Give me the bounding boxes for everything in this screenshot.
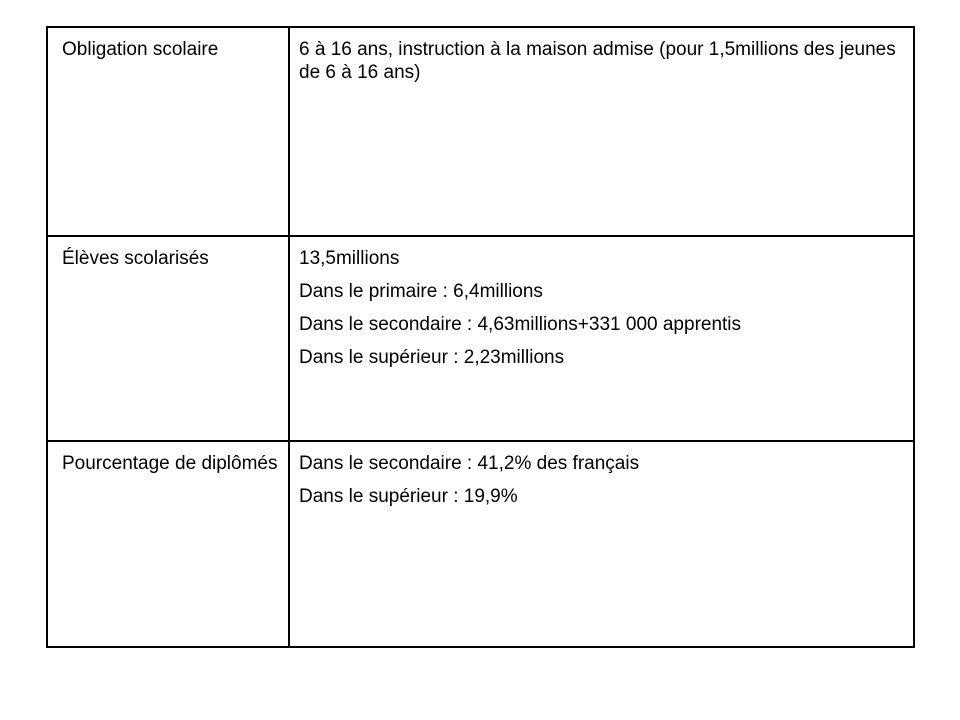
row-value-cell (289, 441, 914, 647)
row-label-compulsory-schooling: Obligation scolaire (62, 39, 219, 60)
row-label-cell (47, 441, 289, 647)
compulsory-schooling-text: 6 à 16 ans, instruction à la maison admise (pour 1,5millions des jeunes de 6 à 16 ans) (299, 39, 896, 83)
graduates-secondary: Dans le secondaire : 41,2% des français (299, 453, 640, 474)
table-row-compulsory-schooling (47, 27, 914, 236)
row-value-cell (289, 27, 914, 236)
graduates-higher: Dans le supérieur : 19,9% (299, 486, 518, 507)
enrolled-total: 13,5millions (299, 248, 400, 269)
row-label-graduates-percentage: Pourcentage de diplômés (62, 453, 278, 474)
enrolled-higher: Dans le supérieur : 2,23millions (299, 347, 565, 368)
row-label-enrolled-students: Élèves scolarisés (62, 248, 209, 269)
education-stats-table (46, 26, 915, 648)
row-label-cell (47, 236, 289, 441)
enrolled-primary: Dans le primaire : 6,4millions (299, 281, 543, 302)
row-label-cell (47, 27, 289, 236)
row-value-cell (289, 236, 914, 441)
table-row-enrolled-students (47, 236, 914, 441)
enrolled-secondary: Dans le secondaire : 4,63millions+331 000 apprentis (299, 314, 742, 335)
table-row-graduates-percentage (47, 441, 914, 647)
